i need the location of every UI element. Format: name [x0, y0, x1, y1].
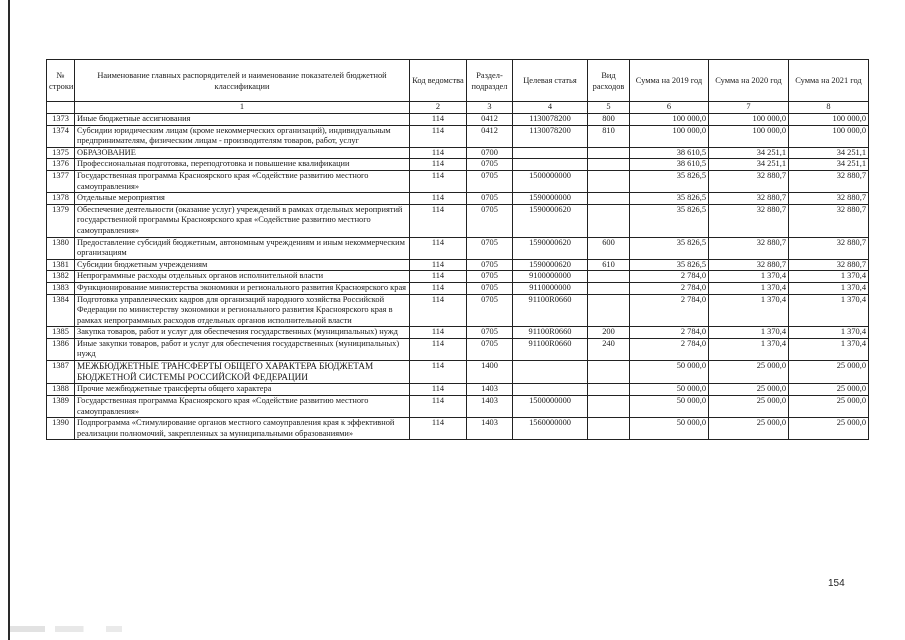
row-expense-type: [588, 361, 630, 384]
row-number: 1389: [47, 396, 75, 418]
row-sum-2020: 34 251,1: [709, 159, 789, 171]
row-target: 1500000000: [513, 396, 588, 418]
row-number: 1390: [47, 418, 75, 440]
row-name: Государственная программа Красноярского края «Содействие развитию местного самоуправления»: [75, 170, 410, 192]
header-sum-2019: Сумма на 2019 год: [630, 60, 709, 102]
row-name: Прочие межбюджетные трансферты общего характера: [75, 384, 410, 396]
row-name: Иные бюджетные ассигнования: [75, 114, 410, 126]
row-dept-code: 114: [410, 259, 467, 271]
row-expense-type: 810: [588, 125, 630, 147]
column-number: 6: [630, 102, 709, 114]
page-number: 154: [828, 578, 845, 589]
row-section: 0705: [467, 159, 513, 171]
binding-edge-line: [8, 0, 10, 640]
row-sum-2019: 50 000,0: [630, 384, 709, 396]
row-expense-type: 240: [588, 338, 630, 360]
table-row: [47, 338, 869, 360]
row-sum-2019: 2 784,0: [630, 327, 709, 339]
row-dept-code: 114: [410, 396, 467, 418]
row-target: 1590000000: [513, 193, 588, 205]
row-expense-type: [588, 294, 630, 327]
row-sum-2019: 100 000,0: [630, 114, 709, 126]
row-number: 1379: [47, 204, 75, 237]
row-sum-2021: 100 000,0: [789, 114, 869, 126]
row-sum-2019: 35 826,5: [630, 204, 709, 237]
row-sum-2021: 34 251,1: [789, 159, 869, 171]
row-section: 1400: [467, 361, 513, 384]
table-row: [47, 204, 869, 237]
row-sum-2021: 25 000,0: [789, 418, 869, 440]
table-row: [47, 193, 869, 205]
row-dept-code: 114: [410, 282, 467, 294]
row-section: 0705: [467, 294, 513, 327]
row-number: 1378: [47, 193, 75, 205]
row-section: 0412: [467, 125, 513, 147]
row-target: [513, 147, 588, 159]
row-sum-2021: 32 880,7: [789, 237, 869, 259]
row-expense-type: [588, 282, 630, 294]
header-expense-type: Вид расходов: [588, 60, 630, 102]
row-expense-type: [588, 193, 630, 205]
row-sum-2021: 25 000,0: [789, 396, 869, 418]
row-section: 0705: [467, 237, 513, 259]
row-number: 1376: [47, 159, 75, 171]
row-expense-type: 200: [588, 327, 630, 339]
table-row: [47, 170, 869, 192]
row-target: 9100000000: [513, 271, 588, 283]
row-sum-2019: 2 784,0: [630, 282, 709, 294]
row-dept-code: 114: [410, 271, 467, 283]
row-section: 1403: [467, 384, 513, 396]
row-sum-2021: 32 880,7: [789, 170, 869, 192]
budget-document: [46, 59, 868, 440]
row-dept-code: 114: [410, 237, 467, 259]
row-sum-2020: 100 000,0: [709, 114, 789, 126]
row-target: [513, 384, 588, 396]
row-sum-2019: 50 000,0: [630, 361, 709, 384]
row-dept-code: 114: [410, 338, 467, 360]
row-sum-2020: 100 000,0: [709, 125, 789, 147]
row-sum-2020: 32 880,7: [709, 204, 789, 237]
row-target: [513, 159, 588, 171]
table-row: [47, 384, 869, 396]
row-sum-2019: 35 826,5: [630, 193, 709, 205]
row-expense-type: [588, 396, 630, 418]
row-number: 1388: [47, 384, 75, 396]
row-number: 1374: [47, 125, 75, 147]
row-expense-type: [588, 159, 630, 171]
row-sum-2020: 1 370,4: [709, 294, 789, 327]
row-target: 91100R0660: [513, 338, 588, 360]
row-section: 0705: [467, 327, 513, 339]
row-expense-type: 600: [588, 237, 630, 259]
row-sum-2019: 100 000,0: [630, 125, 709, 147]
table-row: [47, 125, 869, 147]
table-row: [47, 159, 869, 171]
row-target: 1590000620: [513, 237, 588, 259]
row-section: 0705: [467, 193, 513, 205]
row-sum-2021: 100 000,0: [789, 125, 869, 147]
row-sum-2019: 35 826,5: [630, 237, 709, 259]
row-dept-code: 114: [410, 327, 467, 339]
table-row: [47, 114, 869, 126]
row-number: 1377: [47, 170, 75, 192]
row-section: 0705: [467, 204, 513, 237]
row-sum-2019: 35 826,5: [630, 259, 709, 271]
row-name: Закупка товаров, работ и услуг для обеспечения государственных (муниципальных) нужд: [75, 327, 410, 339]
row-dept-code: 114: [410, 193, 467, 205]
row-name: Непрограммные расходы отдельных органов исполнительной власти: [75, 271, 410, 283]
column-number: 3: [467, 102, 513, 114]
header-sum-2021: Сумма на 2021 год: [789, 60, 869, 102]
row-section: 1403: [467, 418, 513, 440]
row-target: 91100R0660: [513, 327, 588, 339]
header-name: Наименование главных распорядителей и наименование показателей бюджетной классификации: [75, 60, 410, 102]
row-name: Подготовка управленческих кадров для организаций народного хозяйства Российской Федерации по министерству экономики и регионального развития Красноярского края в рамках непрограммных расходов отдельных органов исполнительной власти: [75, 294, 410, 327]
header-dept-code: Код ведомства: [410, 60, 467, 102]
table-row: [47, 396, 869, 418]
row-dept-code: 114: [410, 384, 467, 396]
row-number: 1387: [47, 361, 75, 384]
row-name: МЕЖБЮДЖЕТНЫЕ ТРАНСФЕРТЫ ОБЩЕГО ХАРАКТЕРА БЮДЖЕТАМ БЮДЖЕТНОЙ СИСТЕМЫ РОССИЙСКОЙ ФЕДЕРАЦИИ: [75, 361, 410, 384]
row-sum-2020: 25 000,0: [709, 361, 789, 384]
row-number: 1380: [47, 237, 75, 259]
row-sum-2020: 32 880,7: [709, 193, 789, 205]
row-sum-2019: 38 610,5: [630, 159, 709, 171]
row-target: [513, 361, 588, 384]
row-dept-code: 114: [410, 361, 467, 384]
row-sum-2019: 2 784,0: [630, 294, 709, 327]
column-number: 2: [410, 102, 467, 114]
row-expense-type: [588, 204, 630, 237]
row-number: 1381: [47, 259, 75, 271]
row-sum-2021: 1 370,4: [789, 327, 869, 339]
row-sum-2021: 1 370,4: [789, 282, 869, 294]
row-target: 9110000000: [513, 282, 588, 294]
row-sum-2021: 1 370,4: [789, 338, 869, 360]
row-sum-2020: 25 000,0: [709, 396, 789, 418]
row-sum-2020: 1 370,4: [709, 282, 789, 294]
row-section: 0412: [467, 114, 513, 126]
header-target: Целевая статья: [513, 60, 588, 102]
row-number: 1386: [47, 338, 75, 360]
row-name: Предоставление субсидий бюджетным, автономным учреждениям и иным некоммерческим организациям: [75, 237, 410, 259]
table-row: [47, 147, 869, 159]
scan-artifact: [10, 626, 170, 632]
row-sum-2021: 1 370,4: [789, 294, 869, 327]
column-number: 1: [75, 102, 410, 114]
row-expense-type: [588, 147, 630, 159]
table-row: [47, 294, 869, 327]
row-target: 1130078200: [513, 125, 588, 147]
row-expense-type: [588, 170, 630, 192]
row-name: Отдельные мероприятия: [75, 193, 410, 205]
row-section: 1403: [467, 396, 513, 418]
row-target: 1500000000: [513, 170, 588, 192]
row-name: Функционирование министерства экономики и регионального развития Красноярского края: [75, 282, 410, 294]
header-row-no: № строки: [47, 60, 75, 102]
row-name: Государственная программа Красноярского края «Содействие развитию местного самоуправления»: [75, 396, 410, 418]
row-name: Субсидии юридическим лицам (кроме некоммерческих организаций), индивидуальным предпринимателям, физическим лицам - производителям товаров, работ, услуг: [75, 125, 410, 147]
column-number: 7: [709, 102, 789, 114]
budget-table: [46, 59, 869, 440]
row-section: 0705: [467, 259, 513, 271]
row-dept-code: 114: [410, 204, 467, 237]
row-target: 1560000000: [513, 418, 588, 440]
header-sum-2020: Сумма на 2020 год: [709, 60, 789, 102]
row-dept-code: 114: [410, 159, 467, 171]
row-number: 1383: [47, 282, 75, 294]
row-section: 0705: [467, 338, 513, 360]
row-name: Иные закупки товаров, работ и услуг для обеспечения государственных (муниципальных) нужд: [75, 338, 410, 360]
row-sum-2019: 2 784,0: [630, 271, 709, 283]
row-sum-2019: 2 784,0: [630, 338, 709, 360]
row-dept-code: 114: [410, 294, 467, 327]
table-row: [47, 259, 869, 271]
row-number: 1385: [47, 327, 75, 339]
table-header: [47, 60, 869, 102]
column-number: [47, 102, 75, 114]
row-number: 1382: [47, 271, 75, 283]
row-number: 1375: [47, 147, 75, 159]
row-expense-type: 800: [588, 114, 630, 126]
row-dept-code: 114: [410, 418, 467, 440]
row-name: ОБРАЗОВАНИЕ: [75, 147, 410, 159]
row-dept-code: 114: [410, 147, 467, 159]
row-number: 1373: [47, 114, 75, 126]
row-sum-2021: 34 251,1: [789, 147, 869, 159]
row-target: 1590000620: [513, 204, 588, 237]
row-sum-2019: 50 000,0: [630, 418, 709, 440]
row-section: 0700: [467, 147, 513, 159]
row-sum-2021: 32 880,7: [789, 259, 869, 271]
row-name: Профессиональная подготовка, переподготовка и повышение квалификации: [75, 159, 410, 171]
table-row: [47, 418, 869, 440]
header-section: Раздел-подраздел: [467, 60, 513, 102]
row-section: 0705: [467, 271, 513, 283]
row-sum-2020: 34 251,1: [709, 147, 789, 159]
row-sum-2020: 32 880,7: [709, 170, 789, 192]
row-section: 0705: [467, 170, 513, 192]
row-dept-code: 114: [410, 125, 467, 147]
row-dept-code: 114: [410, 170, 467, 192]
table-row: [47, 271, 869, 283]
row-sum-2020: 25 000,0: [709, 384, 789, 396]
column-number: 4: [513, 102, 588, 114]
row-sum-2020: 32 880,7: [709, 237, 789, 259]
row-sum-2019: 35 826,5: [630, 170, 709, 192]
table-body: [47, 102, 869, 440]
row-name: Субсидии бюджетным учреждениям: [75, 259, 410, 271]
row-sum-2020: 1 370,4: [709, 338, 789, 360]
row-sum-2021: 1 370,4: [789, 271, 869, 283]
row-target: 1590000620: [513, 259, 588, 271]
row-sum-2021: 25 000,0: [789, 361, 869, 384]
row-target: 91100R0660: [513, 294, 588, 327]
row-target: 1130078200: [513, 114, 588, 126]
column-number: 8: [789, 102, 869, 114]
row-name: Обеспечение деятельности (оказание услуг) учреждений в рамках отдельных мероприятий государственной программы Красноярского края «Содействие развитию местного самоуправления»: [75, 204, 410, 237]
row-sum-2020: 25 000,0: [709, 418, 789, 440]
row-sum-2021: 25 000,0: [789, 384, 869, 396]
row-sum-2021: 32 880,7: [789, 204, 869, 237]
row-expense-type: [588, 271, 630, 283]
row-sum-2020: 32 880,7: [709, 259, 789, 271]
row-name: Подпрограмма «Стимулирование органов местного самоуправления края к эффективной реализации полномочий, закрепленных за муниципальными образованиями»: [75, 418, 410, 440]
row-sum-2020: 1 370,4: [709, 271, 789, 283]
row-expense-type: 610: [588, 259, 630, 271]
row-dept-code: 114: [410, 114, 467, 126]
table-row: [47, 282, 869, 294]
row-section: 0705: [467, 282, 513, 294]
row-sum-2020: 1 370,4: [709, 327, 789, 339]
column-number: 5: [588, 102, 630, 114]
table-row: [47, 361, 869, 384]
row-expense-type: [588, 418, 630, 440]
row-expense-type: [588, 384, 630, 396]
row-number: 1384: [47, 294, 75, 327]
row-sum-2019: 50 000,0: [630, 396, 709, 418]
table-row: [47, 237, 869, 259]
row-sum-2019: 38 610,5: [630, 147, 709, 159]
column-number-row: [47, 102, 869, 114]
table-row: [47, 327, 869, 339]
row-sum-2021: 32 880,7: [789, 193, 869, 205]
